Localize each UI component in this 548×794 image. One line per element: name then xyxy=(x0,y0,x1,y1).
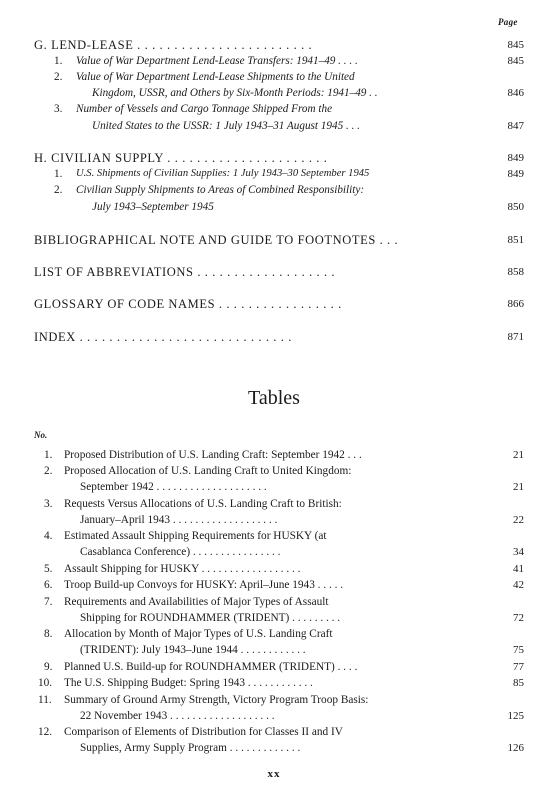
table-page: 42 xyxy=(513,579,524,591)
section-page: 851 xyxy=(507,234,524,246)
toc-section-civilian-supply xyxy=(0,150,548,166)
table-title: Allocation by Month of Major Types of U.S. Landing Craft xyxy=(64,628,333,640)
table-entry-continued xyxy=(0,642,548,658)
table-entry-continued xyxy=(0,708,548,724)
table-number: 11. xyxy=(38,694,52,706)
table-page: 72 xyxy=(513,612,524,624)
table-number: 5. xyxy=(44,563,53,575)
table-number: 4. xyxy=(44,530,53,542)
table-entry xyxy=(0,447,548,463)
table-entry-continued xyxy=(0,512,548,528)
table-title: The U.S. Shipping Budget: Spring 1943 . . . . . . . . . . . . xyxy=(64,677,313,689)
section-page: 858 xyxy=(507,266,524,278)
toc-subentry-continued xyxy=(0,199,548,215)
table-entry xyxy=(0,561,548,577)
entry-page: 846 xyxy=(507,87,524,99)
page-number-footer: xx xyxy=(267,768,281,780)
entry-title: Civilian Supply Shipments to Areas of Combined Responsibility: xyxy=(76,184,365,196)
table-entry xyxy=(0,692,548,708)
table-title-continued: 22 November 1943 . . . . . . . . . . . . . . . . . . . xyxy=(80,710,275,722)
toc-subentry-continued xyxy=(0,118,548,134)
toc-section-abbreviations xyxy=(0,264,548,280)
table-title: Assault Shipping for HUSKY . . . . . . . . . . . . . . . . . . xyxy=(64,563,301,575)
section-title: GLOSSARY OF CODE NAMES . . . . . . . . . . . . . . . . . xyxy=(34,297,342,311)
entry-title: U.S. Shipments of Civilian Supplies: 1 July 1943–30 September 1945 xyxy=(76,168,370,179)
table-title: Summary of Ground Army Strength, Victory Program Troop Basis: xyxy=(64,694,369,706)
table-title: Proposed Distribution of U.S. Landing Craft: September 1942 . . . xyxy=(64,449,362,461)
table-page: 21 xyxy=(513,449,524,461)
table-entry xyxy=(0,528,548,544)
table-entry-continued xyxy=(0,544,548,560)
toc-section-index xyxy=(0,329,548,345)
toc-subentry xyxy=(0,182,548,198)
toc-subentry xyxy=(0,166,548,182)
toc-subentry xyxy=(0,53,548,69)
table-entry-continued xyxy=(0,740,548,756)
table-page: 75 xyxy=(513,644,524,656)
section-title: LIST OF ABBREVIATIONS . . . . . . . . . . . . . . . . . . . xyxy=(34,265,336,279)
entry-page: 850 xyxy=(507,201,524,213)
section-title: G. LEND-LEASE . . . . . . . . . . . . . . . . . . . . . . . . xyxy=(34,38,313,52)
toc-subentry-continued xyxy=(0,85,548,101)
table-number: 3. xyxy=(44,498,53,510)
entry-number: 3. xyxy=(54,103,63,115)
entry-title: Value of War Department Lend-Lease Shipments to the United xyxy=(76,71,355,83)
table-title-continued: September 1942 . . . . . . . . . . . . . . . . . . . . xyxy=(80,481,267,493)
table-entry xyxy=(0,724,548,740)
entry-number: 2. xyxy=(54,184,63,196)
section-page: 871 xyxy=(507,331,524,343)
table-page: 125 xyxy=(507,710,524,722)
table-number: 9. xyxy=(44,661,53,673)
table-entry xyxy=(0,675,548,691)
entry-title-continued: July 1943–September 1945 xyxy=(92,201,214,213)
section-title: H. CIVILIAN SUPPLY . . . . . . . . . . . . . . . . . . . . . . xyxy=(34,151,328,165)
section-page: 866 xyxy=(507,298,524,310)
toc-section-lend-lease xyxy=(0,37,548,53)
entry-page: 849 xyxy=(507,168,524,180)
toc-section-bibliographical-note xyxy=(0,232,548,248)
table-entry-continued xyxy=(0,610,548,626)
section-page: 849 xyxy=(507,152,524,164)
table-page: 126 xyxy=(507,742,524,754)
table-entry xyxy=(0,577,548,593)
entry-title-continued: Kingdom, USSR, and Others by Six-Month Periods: 1941–49 . . xyxy=(92,87,378,99)
table-title-continued: (TRIDENT): July 1943–June 1944 . . . . . . . . . . . . xyxy=(80,644,306,656)
entry-title: Number of Vessels and Cargo Tonnage Shipped From the xyxy=(76,103,333,115)
table-entry xyxy=(0,463,548,479)
table-page: 77 xyxy=(513,661,524,673)
table-title: Requests Versus Allocations of U.S. Landing Craft to British: xyxy=(64,498,342,510)
table-title: Proposed Allocation of U.S. Landing Craft to United Kingdom: xyxy=(64,465,352,477)
table-entry xyxy=(0,626,548,642)
table-number: 6. xyxy=(44,579,53,591)
table-page: 22 xyxy=(513,514,524,526)
toc-subentry xyxy=(0,101,548,117)
table-number: 7. xyxy=(44,596,53,608)
table-title-continued: Casablanca Conference) . . . . . . . . . . . . . . . . xyxy=(80,546,281,558)
tables-heading: Tables xyxy=(248,387,300,409)
table-title-continued: Supplies, Army Supply Program . . . . . . . . . . . . . xyxy=(80,742,301,754)
entry-title-continued: United States to the USSR: 1 July 1943–31 August 1945 . . . xyxy=(92,120,360,132)
table-page: 21 xyxy=(513,481,524,493)
table-page: 85 xyxy=(513,677,524,689)
table-number: 1. xyxy=(44,449,53,461)
entry-number: 1. xyxy=(54,55,63,67)
table-title: Requirements and Availabilities of Major Types of Assault xyxy=(64,596,329,608)
entry-number: 1. xyxy=(54,168,63,180)
table-entry xyxy=(0,496,548,512)
toc-section-glossary xyxy=(0,296,548,312)
number-column-label: No. xyxy=(34,430,48,440)
entry-page: 847 xyxy=(507,120,524,132)
table-number: 8. xyxy=(44,628,53,640)
table-title: Troop Build-up Convoys for HUSKY: April–June 1943 . . . . . xyxy=(64,579,344,591)
section-title: INDEX . . . . . . . . . . . . . . . . . . . . . . . . . . . . . xyxy=(34,330,292,344)
section-page: 845 xyxy=(507,39,524,51)
table-title-continued: January–April 1943 . . . . . . . . . . . . . . . . . . . xyxy=(80,514,278,526)
table-number: 12. xyxy=(38,726,53,738)
table-title: Estimated Assault Shipping Requirements for HUSKY (at xyxy=(64,530,327,542)
section-title: BIBLIOGRAPHICAL NOTE AND GUIDE TO FOOTNOTES . . . xyxy=(34,233,399,247)
entry-page: 845 xyxy=(507,55,524,67)
table-title-continued: Shipping for ROUNDHAMMER (TRIDENT) . . . . . . . . . xyxy=(80,612,341,624)
page-column-label: Page xyxy=(498,17,518,27)
table-title: Planned U.S. Build-up for ROUNDHAMMER (TRIDENT) . . . . xyxy=(64,661,358,673)
table-page: 34 xyxy=(513,546,524,558)
table-page: 41 xyxy=(513,563,524,575)
table-number: 10. xyxy=(38,677,53,689)
table-entry-continued xyxy=(0,479,548,495)
toc-subentry xyxy=(0,69,548,85)
table-entry xyxy=(0,594,548,610)
entry-number: 2. xyxy=(54,71,63,83)
table-number: 2. xyxy=(44,465,53,477)
table-entry xyxy=(0,659,548,675)
table-title: Comparison of Elements of Distribution for Classes II and IV xyxy=(64,726,343,738)
entry-title: Value of War Department Lend-Lease Transfers: 1941–49 . . . . xyxy=(76,55,358,67)
